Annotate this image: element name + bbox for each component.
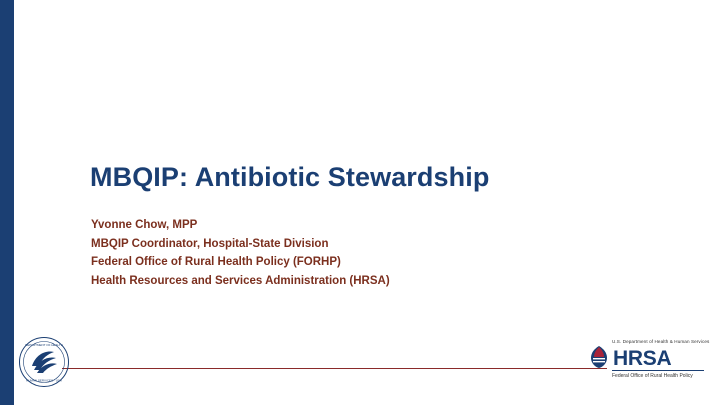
page-title: MBQIP: Antibiotic Stewardship: [90, 162, 490, 192]
hrsa-mark-icon: [588, 345, 610, 369]
hrsa-main: [588, 345, 706, 369]
presenter-role: MBQIP Coordinator, Hospital-State Division: [91, 237, 329, 250]
presenter-agency: Health Resources and Services Administration (HRSA): [91, 274, 390, 287]
hrsa-tagline: Federal Office of Rural Health Policy: [612, 373, 693, 379]
hrsa-department-text: U.S. Department of Health & Human Services: [612, 339, 710, 344]
presenter-info: [91, 216, 691, 291]
hrsa-logo: [588, 339, 710, 379]
horizontal-divider: [62, 368, 607, 369]
hrsa-wordmark: HRSA: [613, 347, 672, 371]
presenter-name: Yvonne Chow, MPP: [91, 219, 198, 231]
svg-text:DEPARTMENT OF HEALTH: DEPARTMENT OF HEALTH: [25, 343, 63, 347]
hrsa-divider: [612, 370, 704, 371]
left-accent-bar: [0, 0, 14, 405]
svg-text:HUMAN SERVICES · USA: HUMAN SERVICES · USA: [26, 378, 62, 383]
hhs-seal-icon: [18, 336, 70, 388]
presenter-office: Federal Office of Rural Health Policy (FORHP): [91, 256, 341, 269]
